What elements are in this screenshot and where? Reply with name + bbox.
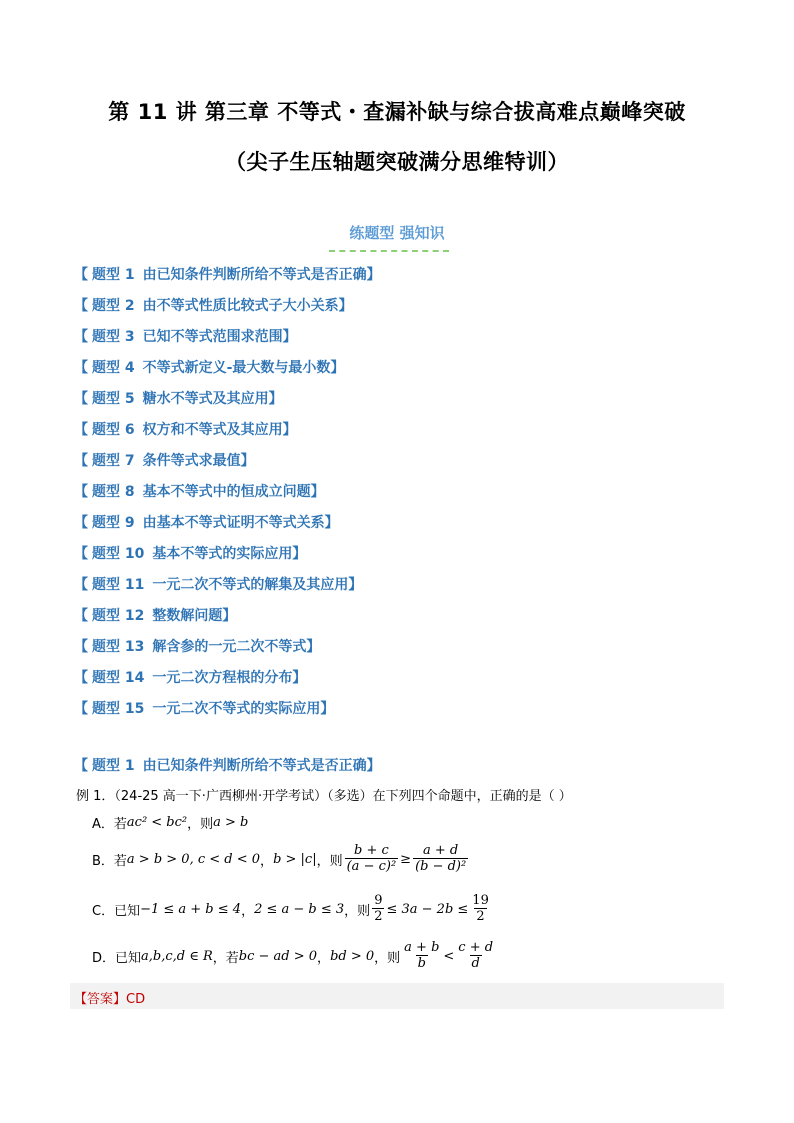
toc-num: 题型 1: [92, 267, 135, 283]
option-c-sep: ，: [241, 903, 255, 919]
toc-item[interactable]: 【 题型 15 一元二次不等式的实际应用】: [74, 701, 335, 717]
option-c-then: ，则: [344, 903, 371, 919]
option-b-fraction-left: [345, 843, 399, 875]
toc-item[interactable]: 【 题型 1 由已知条件判断所给不等式是否正确】: [74, 267, 381, 283]
fraction-denominator: 2: [476, 909, 485, 924]
fraction-denominator: (a − c)²: [346, 859, 397, 874]
toc-item[interactable]: 【 题型 14 一元二次方程根的分布】: [74, 670, 307, 686]
answer-value: CD: [126, 992, 146, 1007]
toc-num: 题型 8: [92, 484, 135, 500]
example-stem: 例 1．（24-25 高一下·广西柳州·开学考试）（多选）在下列四个命题中，正确的是（ ）: [76, 789, 572, 804]
toc-text: 条件等式求最值: [142, 453, 241, 469]
toc-item[interactable]: 【 题型 3 已知不等式范围求范围】: [74, 329, 297, 345]
toc-num: 题型 7: [92, 453, 135, 469]
option-c-label: C．已知: [92, 903, 141, 919]
fraction-numerator: 9: [374, 893, 383, 908]
toc-num: 题型 4: [92, 360, 135, 376]
option-b-sep: ，: [260, 853, 274, 869]
option-a-condition: ac² < bc²: [126, 815, 188, 830]
fraction-denominator: (b − d)²: [415, 859, 467, 874]
option-d-condition3: bd > 0: [330, 948, 375, 964]
option-a-conclusion: a > b: [213, 815, 249, 830]
toc-text: 权方和不等式及其应用: [142, 422, 283, 438]
answer-label: 【答案】: [74, 992, 127, 1007]
option-d: [92, 940, 497, 972]
option-b-fraction-right: [413, 843, 468, 875]
section-text: 由已知条件判断所给不等式是否正确: [142, 758, 367, 774]
option-d-condition1: a,b,c,d ∈ R: [141, 948, 213, 964]
option-d-if: ，若: [212, 950, 239, 966]
toc-num: 题型 2: [92, 298, 135, 314]
toc-item[interactable]: 【 题型 12 整数解问题】: [74, 608, 237, 624]
toc-num: 题型 15: [92, 701, 145, 717]
option-d-fraction-left: [402, 940, 441, 972]
answer: [74, 988, 145, 1007]
toc-num: 题型 14: [92, 670, 145, 686]
toc-item[interactable]: 【 题型 2 由不等式性质比较式子大小关系】: [74, 298, 353, 314]
option-d-fraction-right: [456, 940, 495, 972]
option-c-fraction-left: [372, 893, 384, 925]
option-c-condition2: 2 ≤ a − b ≤ 3: [254, 901, 345, 917]
toc-item[interactable]: 【 题型 11 一元二次不等式的解集及其应用】: [74, 577, 363, 593]
toc-item[interactable]: 【 题型 9 由基本不等式证明不等式关系】: [74, 515, 339, 531]
fraction-denominator: 2: [374, 909, 383, 924]
option-c-relation: ≤ 3a − 2b ≤: [386, 901, 469, 917]
toc-text: 由已知条件判断所给不等式是否正确: [142, 267, 367, 283]
toc-num: 题型 5: [92, 391, 135, 407]
option-d-sep: ，: [317, 950, 331, 966]
option-b-relation: ≥: [400, 851, 412, 867]
option-b-condition2: b > |c|: [273, 851, 317, 867]
toc-item[interactable]: 【 题型 13 解含参的一元二次不等式】: [74, 639, 321, 655]
toc-num: 题型 6: [92, 422, 135, 438]
toc-item[interactable]: 【 题型 10 基本不等式的实际应用】: [74, 546, 307, 562]
toc-num: 题型 12: [92, 608, 145, 624]
toc-text: 基本不等式中的恒成立问题: [142, 484, 311, 500]
answer-box: [70, 983, 724, 1009]
dashed-divider: [329, 250, 449, 252]
option-d-label: D．已知: [92, 950, 142, 966]
fraction-numerator: 19: [472, 893, 489, 908]
option-a-label: A．若: [92, 817, 127, 832]
fraction-denominator: b: [417, 956, 426, 971]
toc-text: 一元二次不等式的实际应用: [152, 701, 321, 717]
toc-item[interactable]: 【 题型 6 权方和不等式及其应用】: [74, 422, 297, 438]
toc-item[interactable]: 【 题型 8 基本不等式中的恒成立问题】: [74, 484, 325, 500]
toc-text: 整数解问题: [152, 608, 223, 624]
fraction-numerator: c + d: [458, 940, 494, 955]
option-d-then: ，则: [374, 950, 401, 966]
toc-num: 题型 11: [92, 577, 145, 593]
option-b: [92, 843, 470, 875]
option-b-label: B．若: [92, 853, 127, 869]
option-c-fraction-right: [470, 893, 491, 925]
option-c-condition1: −1 ≤ a + b ≤ 4: [140, 901, 242, 917]
toc-text: 已知不等式范围求范围: [142, 329, 283, 345]
toc-num: 题型 3: [92, 329, 135, 345]
option-b-condition: a > b > 0, c < d < 0: [126, 851, 261, 867]
toc-num: 题型 13: [92, 639, 145, 655]
page-subtitle: （尖子生压轴题突破满分思维特训）: [225, 150, 569, 174]
page-title: 第 11 讲 第三章 不等式・查漏补缺与综合拔高难点巅峰突破: [108, 100, 686, 124]
toc-num: 题型 9: [92, 515, 135, 531]
toc-text: 一元二次不等式的解集及其应用: [152, 577, 349, 593]
fraction-denominator: d: [471, 956, 480, 971]
toc-text: 基本不等式的实际应用: [152, 546, 293, 562]
option-d-condition2: bc − ad > 0: [238, 948, 318, 964]
fraction-numerator: b + c: [354, 843, 389, 858]
option-b-then: ，则: [316, 853, 343, 869]
toc-text: 一元二次方程根的分布: [152, 670, 293, 686]
toc-text: 糖水不等式及其应用: [142, 391, 269, 407]
section-num: 题型 1: [92, 758, 135, 774]
toc-text: 解含参的一元二次不等式: [152, 639, 307, 655]
option-c: [92, 893, 493, 925]
section-heading: 【 题型 1 由已知条件判断所给不等式是否正确】: [74, 758, 381, 774]
section-label: 练题型 强知识: [349, 224, 445, 242]
toc-text: 由基本不等式证明不等式关系: [142, 515, 325, 531]
fraction-numerator: a + d: [423, 843, 459, 858]
toc-item[interactable]: 【 题型 4 不等式新定义-最大数与最小数】: [74, 360, 345, 376]
option-a: [92, 813, 248, 832]
toc-num: 题型 10: [92, 546, 145, 562]
toc-item[interactable]: 【 题型 5 糖水不等式及其应用】: [74, 391, 283, 407]
option-a-then: ，则: [187, 817, 214, 832]
option-d-relation: <: [443, 948, 455, 964]
fraction-numerator: a + b: [404, 940, 440, 955]
toc-item[interactable]: 【 题型 7 条件等式求最值】: [74, 453, 255, 469]
topic-list: [74, 263, 381, 728]
toc-text: 不等式新定义-最大数与最小数: [142, 360, 331, 376]
toc-text: 由不等式性质比较式子大小关系: [142, 298, 339, 314]
